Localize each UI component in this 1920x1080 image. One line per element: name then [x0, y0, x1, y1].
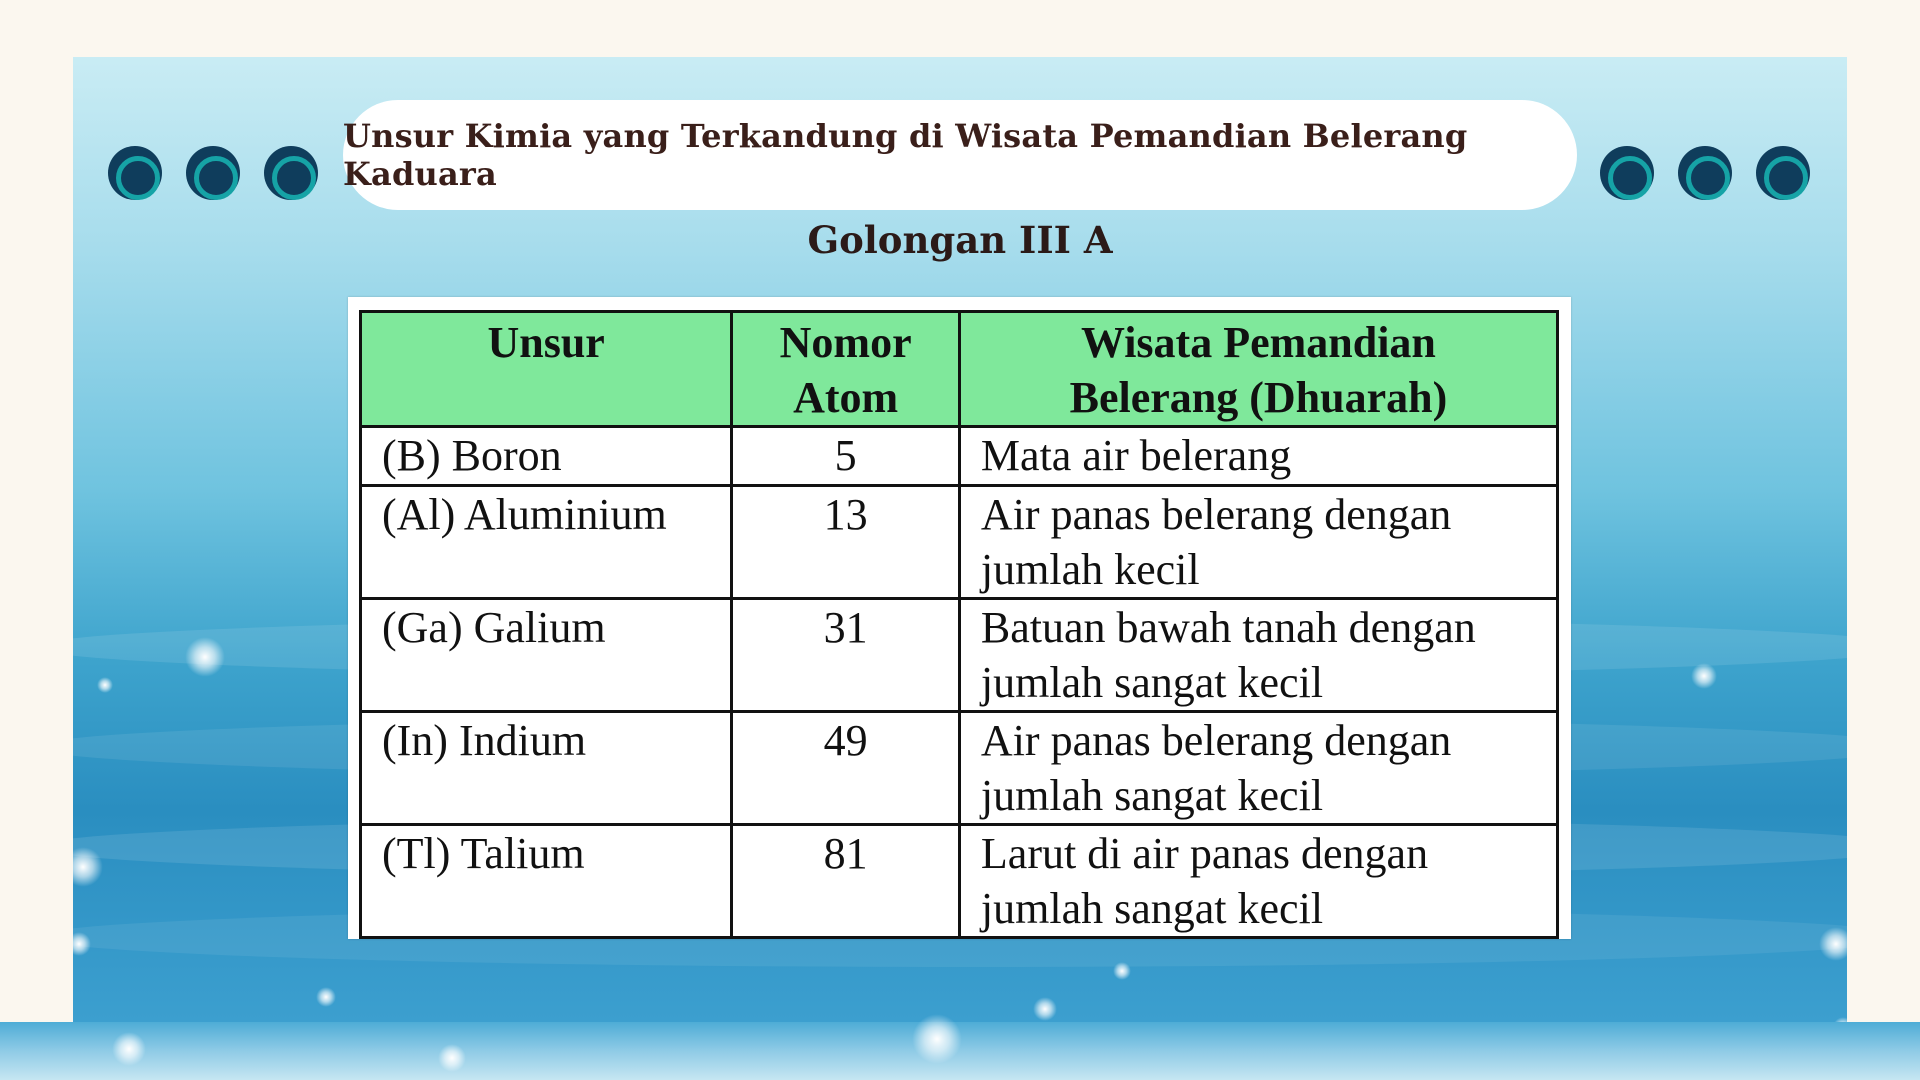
sparkle-decoration	[438, 1044, 466, 1072]
table-row	[361, 712, 1558, 825]
cell-unsur: (Ga) Galium	[361, 599, 732, 712]
sparkle-decoration	[73, 932, 91, 956]
circle-ring-icon	[1678, 146, 1738, 208]
elements-table	[359, 310, 1559, 939]
cell-nomor: 81	[732, 825, 960, 938]
circle-ring-icon	[1756, 146, 1816, 208]
sparkle-decoration	[1691, 663, 1717, 689]
table-row	[361, 427, 1558, 486]
sparkle-decoration	[1113, 962, 1131, 980]
sparkle-decoration	[912, 1014, 962, 1064]
header-wisata-line1: Wisata Pemandian	[1081, 318, 1436, 367]
table-row	[361, 486, 1558, 599]
sparkle-decoration	[1033, 997, 1057, 1021]
header-nomor-atom	[732, 312, 960, 427]
left-decoration-group	[108, 146, 324, 208]
cell-unsur: (Al) Aluminium	[361, 486, 732, 599]
sparkle-decoration	[185, 637, 225, 677]
cell-nomor: 31	[732, 599, 960, 712]
right-decoration-group	[1600, 146, 1816, 208]
header-nomor-atom-line1: Nomor	[779, 318, 912, 367]
header-wisata	[959, 312, 1557, 427]
slide-subtitle: Golongan III A	[807, 218, 1113, 262]
circle-ring-icon	[264, 146, 324, 208]
cell-wisata: Batuan bawah tanah dengan jumlah sangat kecil	[959, 599, 1557, 712]
title-pill	[343, 100, 1577, 210]
cell-nomor: 13	[732, 486, 960, 599]
sparkle-decoration	[1819, 927, 1847, 961]
header-unsur-label: Unsur	[487, 318, 605, 367]
header-nomor-atom-line2: Atom	[793, 373, 899, 422]
cell-nomor: 49	[732, 712, 960, 825]
cell-wisata: Larut di air panas dengan jumlah sangat kecil	[959, 825, 1557, 938]
cell-unsur: (In) Indium	[361, 712, 732, 825]
header-wisata-line2: Belerang (Dhuarah)	[1069, 373, 1448, 422]
cell-unsur: (B) Boron	[361, 427, 732, 486]
table-frame	[348, 297, 1571, 939]
circle-ring-icon	[186, 146, 246, 208]
lower-water-band	[0, 1022, 1920, 1080]
slide-title: Unsur Kimia yang Terkandung di Wisata Pemandian Belerang Kaduara	[343, 117, 1468, 193]
table-row	[361, 825, 1558, 938]
table-row	[361, 599, 1558, 712]
cell-unsur: (Tl) Talium	[361, 825, 732, 938]
table-header-row	[361, 312, 1558, 427]
cell-wisata: Air panas belerang dengan jumlah kecil	[959, 486, 1557, 599]
sparkle-decoration	[112, 1032, 146, 1066]
header-unsur	[361, 312, 732, 427]
circle-ring-icon	[1600, 146, 1660, 208]
cell-wisata: Air panas belerang dengan jumlah sangat kecil	[959, 712, 1557, 825]
cell-nomor: 5	[732, 427, 960, 486]
circle-ring-icon	[108, 146, 168, 208]
cell-wisata: Mata air belerang	[959, 427, 1557, 486]
sparkle-decoration	[97, 677, 113, 693]
sparkle-decoration	[316, 987, 336, 1007]
